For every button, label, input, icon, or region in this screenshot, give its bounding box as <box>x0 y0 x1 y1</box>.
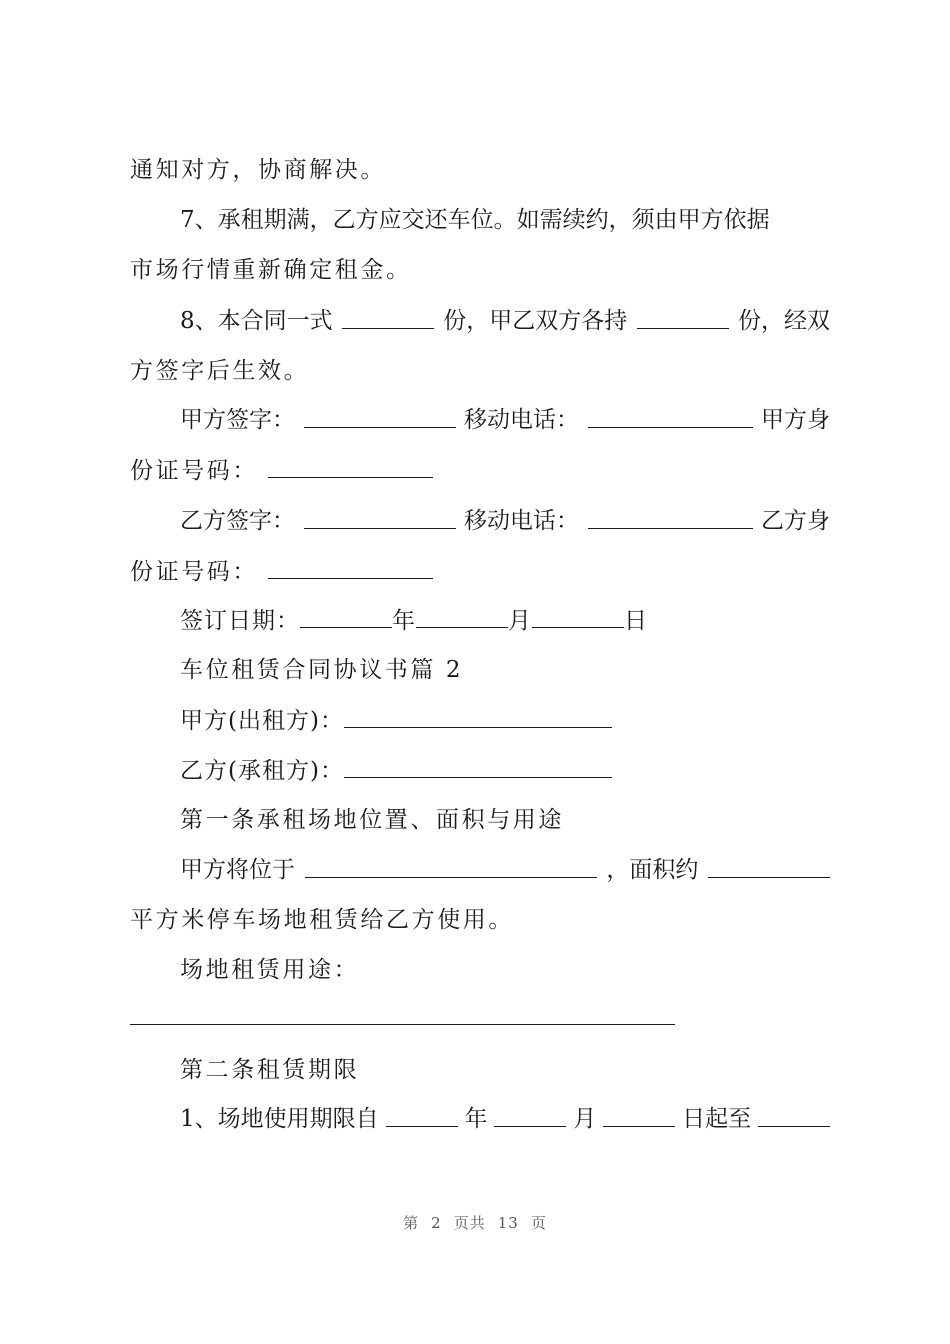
party-b-id-label: 乙方身 <box>761 508 830 534</box>
copies-each-blank <box>637 306 729 329</box>
clause-8-line <box>180 306 830 336</box>
party-a-id-blank <box>268 455 433 478</box>
paragraph-line: 通知对方，协商解决。 <box>130 157 386 183</box>
article-2-heading: 第二条租赁期限 <box>180 1057 360 1083</box>
lessor-label: 甲方(出租方)： <box>180 708 344 734</box>
year-blank <box>300 605 392 628</box>
term-line <box>180 1104 830 1134</box>
lessee-line <box>180 755 830 786</box>
party-a-signature-blank <box>304 405 456 428</box>
lessor-line <box>180 705 830 736</box>
id-number-label: 份证号码： <box>130 559 258 585</box>
signing-date-label: 签订日期： <box>180 608 300 634</box>
lessee-label: 乙方(承租方)： <box>180 758 344 784</box>
clause-7-line <box>180 205 830 235</box>
copies-blank <box>342 306 434 329</box>
party-a-signature-label: 甲方签字： <box>180 407 295 433</box>
lessee-blank <box>344 755 612 778</box>
clause-8-text: 份，经双 <box>737 308 830 334</box>
paragraph-line: 市场行情重新确定租金。 <box>130 257 412 283</box>
clause-7-text: 7、承租期满，乙方应交还车位。如需续约，须由甲方依据 <box>180 207 770 233</box>
footer-suffix: 页 <box>530 1214 547 1232</box>
month-label: 月 <box>573 1106 597 1132</box>
location-line <box>180 855 830 885</box>
end-year-blank <box>758 1104 830 1127</box>
start-month-blank <box>494 1104 566 1127</box>
party-b-phone-blank <box>588 506 753 529</box>
area-blank <box>708 855 830 878</box>
party-a-id-label: 甲方身 <box>761 407 830 433</box>
start-day-blank <box>603 1104 675 1127</box>
day-until-label: 日起至 <box>682 1106 752 1132</box>
year-label: 年 <box>464 1106 488 1132</box>
clause-8-text: 份，甲乙双方各持 <box>443 308 628 334</box>
party-a-signature-line <box>180 405 830 435</box>
party-b-signature-label: 乙方签字： <box>180 508 295 534</box>
day-label: 日 <box>624 608 648 634</box>
lessor-blank <box>344 705 612 728</box>
term-label: 1、场地使用期限自 <box>180 1106 379 1132</box>
id-number-label: 份证号码： <box>130 458 258 484</box>
section-title: 车位租赁合同协议书篇 2 <box>180 657 464 683</box>
party-a-phone-blank <box>588 405 753 428</box>
signing-date-line <box>180 605 830 636</box>
total-page-count: 13 <box>497 1214 519 1232</box>
day-blank <box>532 605 624 628</box>
clause-8-text: 8、本合同一式 <box>180 308 333 334</box>
footer-middle: 页共 <box>453 1214 486 1232</box>
area-label: ，面积约 <box>606 857 699 883</box>
page-footer <box>0 1212 950 1233</box>
footer-prefix: 第 <box>403 1214 420 1232</box>
start-year-blank <box>386 1104 458 1127</box>
month-label: 月 <box>508 608 532 634</box>
month-blank <box>416 605 508 628</box>
party-b-signature-blank <box>304 506 456 529</box>
mobile-phone-label: 移动电话： <box>464 508 579 534</box>
location-blank <box>305 855 597 878</box>
party-b-id-line <box>130 556 830 587</box>
year-label: 年 <box>392 608 416 634</box>
mobile-phone-label: 移动电话： <box>464 407 579 433</box>
paragraph-line: 平方米停车场地租赁给乙方使用。 <box>130 907 514 933</box>
usage-blank <box>130 1024 675 1025</box>
party-a-id-line <box>130 455 830 486</box>
location-label: 甲方将位于 <box>180 857 295 883</box>
article-1-heading: 第一条承租场地位置、面积与用途 <box>180 807 564 833</box>
paragraph-line: 方签字后生效。 <box>130 358 310 384</box>
current-page-number: 2 <box>431 1214 442 1232</box>
usage-label: 场地租赁用途： <box>180 957 360 983</box>
party-b-signature-line <box>180 506 830 536</box>
party-b-id-blank <box>268 556 433 579</box>
